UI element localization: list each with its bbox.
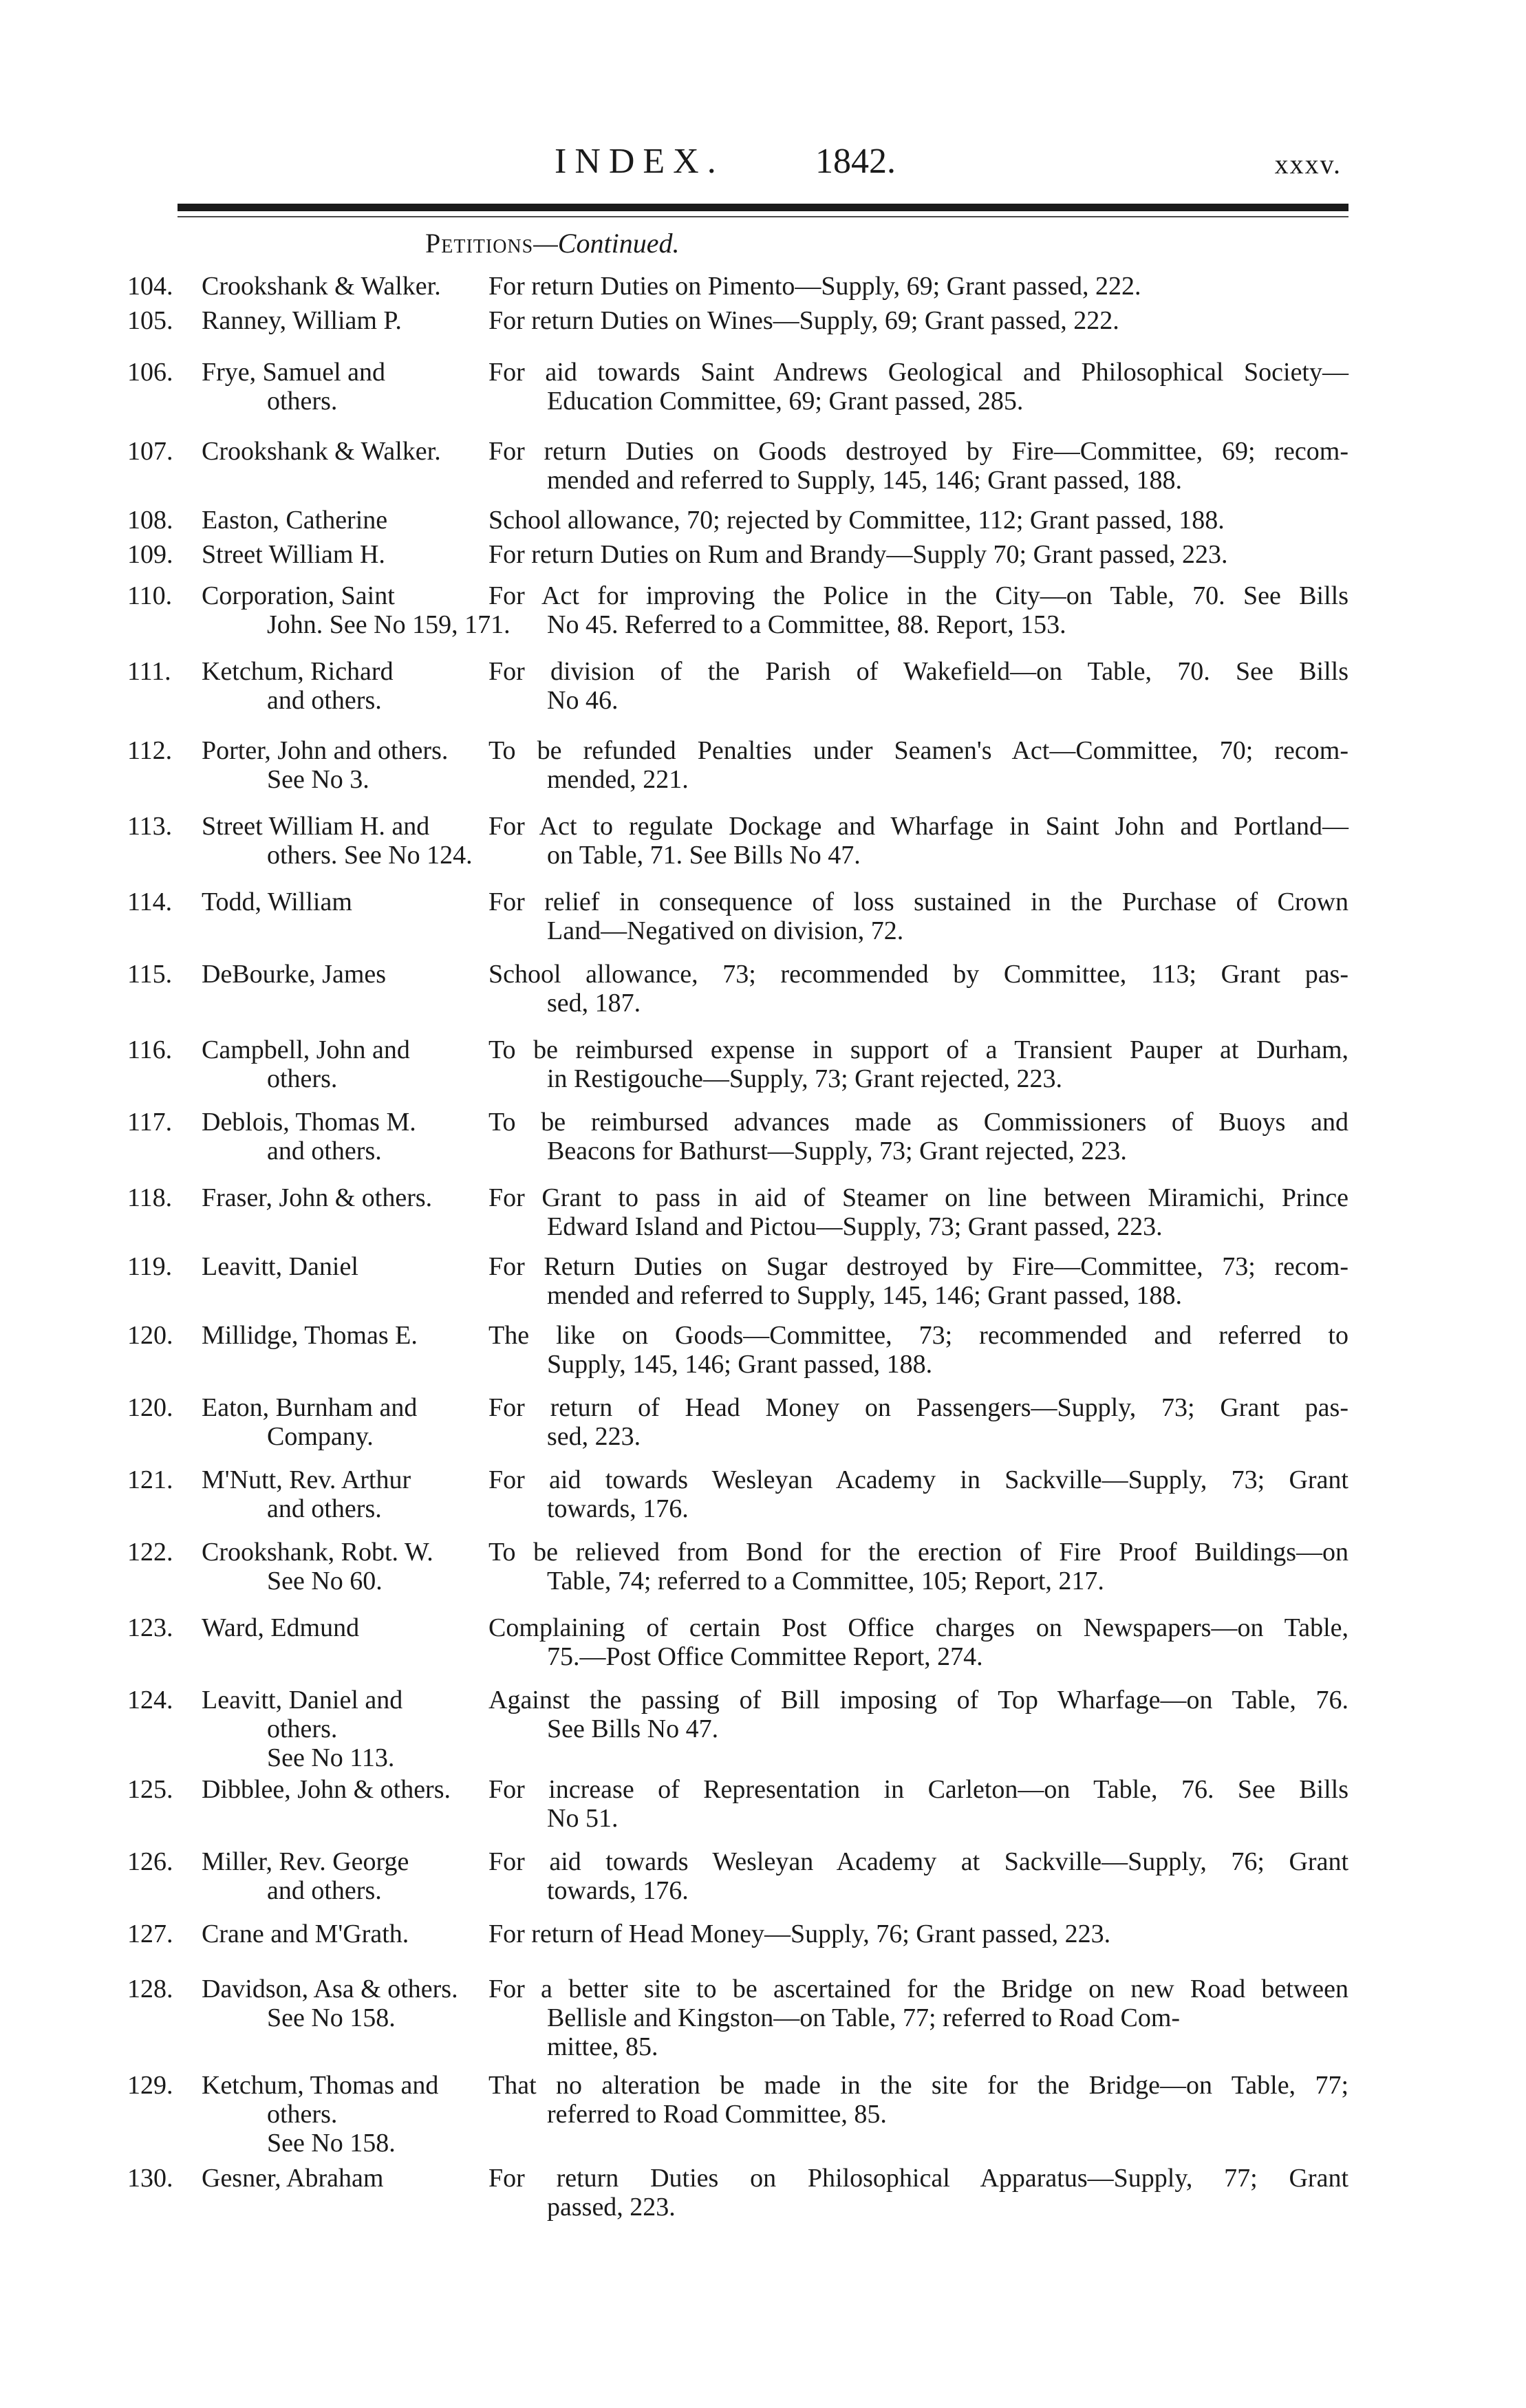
petition-description [488, 1847, 1348, 1905]
petition-description-line: For aid towards Wesleyan Academy at Sackville—Supply, 76; Grant [488, 1847, 1348, 1876]
petition-number: 113. [127, 812, 173, 841]
petitioner-name-line: and others. [267, 1137, 382, 1165]
petition-description-line: For division of the Parish of Wakefield—on Table, 70. See Bills [488, 657, 1348, 686]
petitioner-name-line: Dibblee, John & others. [202, 1775, 451, 1804]
petition-description [488, 306, 1348, 335]
petitioner-name-line: Crookshank & Walker. [202, 272, 441, 301]
petitioner-name [202, 1321, 489, 1350]
petitioner-name [202, 1465, 489, 1523]
petition-description-line: referred to Road Committee, 85. [547, 2100, 887, 2129]
petition-description [488, 1975, 1348, 2061]
petitioner-name-line: See No 113. [267, 1743, 395, 1772]
petition-number: 109. [127, 540, 173, 569]
petition-description-line: For return Duties on Goods destroyed by Fire—Committee, 69; recom- [488, 437, 1348, 466]
petitioner-name [202, 1775, 489, 1804]
petition-number: 105. [127, 306, 173, 335]
header-title: INDEX. [555, 142, 724, 181]
petition-description-line: For Return Duties on Sugar destroyed by Fire—Committee, 73; recom- [488, 1252, 1348, 1281]
petition-description-line: To be reimbursed advances made as Commissioners of Buoys and [488, 1108, 1348, 1137]
petition-description-line: Land—Negatived on division, 72. [547, 916, 904, 945]
petition-number: 130. [127, 2164, 173, 2193]
petitioner-name-line: Ketchum, Richard [202, 657, 394, 686]
petition-description-line: mended, 221. [547, 765, 689, 794]
petition-description-line: For aid towards Saint Andrews Geological and Philosophical Society— [488, 358, 1348, 387]
petition-number: 117. [127, 1108, 173, 1137]
petition-description-line: For increase of Representation in Carleton—on Table, 76. See Bills [488, 1775, 1348, 1804]
petitioner-name-line: and others. [267, 686, 382, 715]
petition-description [488, 1775, 1348, 1833]
petition-description-line: 75.—Post Office Committee Report, 274. [547, 1642, 983, 1671]
petition-description-line: in Restigouche—Supply, 73; Grant rejected, 223. [547, 1064, 1062, 1093]
petition-description-line: For return of Head Money—Supply, 76; Grant passed, 223. [488, 1920, 1111, 1948]
petitioner-name-line: Todd, William [202, 888, 352, 916]
petition-number: 129. [127, 2071, 173, 2100]
petition-description-line: passed, 223. [547, 2193, 676, 2222]
petition-number: 120. [127, 1393, 173, 1422]
petition-number: 121. [127, 1465, 173, 1494]
petition-description-line: on Table, 71. See Bills No 47. [547, 841, 861, 870]
petition-description [488, 657, 1348, 715]
petitioner-name-line: See No 158. [267, 2003, 396, 2032]
petitioner-name [202, 736, 489, 794]
petition-description [488, 812, 1348, 870]
petition-number: 108. [127, 506, 173, 535]
petition-number: 123. [127, 1613, 173, 1642]
petitioner-name-line: Easton, Catherine [202, 506, 388, 535]
petitioner-name-line: Leavitt, Daniel and [202, 1686, 403, 1714]
petitioner-name-line: See No 60. [267, 1567, 383, 1595]
petition-description-line: towards, 176. [547, 1876, 689, 1905]
petitioner-name-line: Gesner, Abraham [202, 2164, 384, 2193]
petitioner-name [202, 581, 511, 639]
petitioner-name-line: Campbell, John and [202, 1035, 410, 1064]
petitioner-name-line: Street William H. and [202, 812, 430, 841]
petition-description-line: Edward Island and Pictou—Supply, 73; Grant passed, 223. [547, 1212, 1163, 1241]
petitioner-name [202, 1108, 489, 1165]
petitioner-name-line: Davidson, Asa & others. [202, 1975, 458, 2003]
petition-description [488, 1686, 1348, 1743]
petition-description-line: No 45. Referred to a Committee, 88. Report, 153. [547, 610, 1066, 639]
petition-description-line: For return Duties on Rum and Brandy—Supply 70; Grant passed, 223. [488, 540, 1228, 569]
petition-description [488, 1920, 1348, 1948]
petition-description [488, 1393, 1348, 1451]
petitioner-name-line: and others. [267, 1494, 382, 1523]
petitioner-name [202, 812, 489, 870]
petitioner-name-line: DeBourke, James [202, 960, 387, 989]
petition-description-line: See Bills No 47. [547, 1714, 719, 1743]
petition-description [488, 1321, 1348, 1379]
petition-number: 122. [127, 1538, 173, 1567]
petition-description-line: For return Duties on Philosophical Apparatus—Supply, 77; Grant [488, 2164, 1348, 2193]
petition-description-line: Bellisle and Kingston—on Table, 77; referred to Road Com- [547, 2003, 1181, 2032]
petitioner-name [202, 358, 489, 416]
petition-description [488, 437, 1348, 495]
petition-description-line: For Act to regulate Dockage and Wharfage in Saint John and Portland— [488, 812, 1348, 841]
petition-description [488, 1613, 1348, 1671]
petition-description-line: mended and referred to Supply, 145, 146; Grant passed, 188. [547, 1281, 1183, 1310]
petitioner-name-line: Corporation, Saint [202, 581, 395, 610]
petitioner-name-line: Millidge, Thomas E. [202, 1321, 418, 1350]
petitioner-name [202, 888, 489, 916]
petitioner-name-line: Leavitt, Daniel [202, 1252, 358, 1281]
petition-number: 110. [127, 581, 173, 610]
petitioner-name-line: Crookshank & Walker. [202, 437, 441, 466]
petition-description [488, 1252, 1348, 1310]
petitioner-name [202, 1686, 489, 1772]
petitioner-name [202, 960, 489, 989]
petition-description-line: sed, 223. [547, 1422, 641, 1451]
petitioner-name-line: Ward, Edmund [202, 1613, 360, 1642]
petitioner-name-line: Street William H. [202, 540, 385, 569]
section-heading-continued: —Continued. [533, 228, 680, 259]
petition-number: 124. [127, 1686, 173, 1714]
petition-description-line: mittee, 85. [547, 2032, 658, 2061]
petitioner-name-line: others. [267, 387, 338, 416]
petitioner-name-line: Crookshank, Robt. W. [202, 1538, 433, 1567]
petition-number: 114. [127, 888, 173, 916]
petition-number: 119. [127, 1252, 173, 1281]
petition-description-line: For aid towards Wesleyan Academy in Sackville—Supply, 73; Grant [488, 1465, 1348, 1494]
petitioner-name [202, 2164, 489, 2193]
petition-description-line: School allowance, 70; rejected by Committee, 112; Grant passed, 188. [488, 506, 1225, 535]
petition-description-line: To be reimbursed expense in support of a Transient Pauper at Durham, [488, 1035, 1348, 1064]
petition-number: 115. [127, 960, 173, 989]
petition-number: 128. [127, 1975, 173, 2003]
petitioner-name [202, 1538, 489, 1595]
petitioner-name [202, 657, 489, 715]
petition-description [488, 2071, 1348, 2129]
petitioner-name-line: others. [267, 2100, 338, 2129]
petitioner-name-line: and others. [267, 1876, 382, 1905]
petition-number: 104. [127, 272, 173, 301]
petitioner-name-line: Company. [267, 1422, 374, 1451]
petitioner-name-line: Ketchum, Thomas and [202, 2071, 439, 2100]
petitioner-name-line: See No 158. [267, 2129, 396, 2158]
petitioner-name [202, 506, 489, 535]
petitioner-name [202, 306, 489, 335]
petition-description-line: For return of Head Money on Passengers—Supply, 73; Grant pas- [488, 1393, 1348, 1422]
petition-number: 116. [127, 1035, 173, 1064]
petitioner-name [202, 1975, 489, 2032]
petitioner-name-line: John. See No 159, 171. [267, 610, 511, 639]
petition-description-line: For Act for improving the Police in the City—on Table, 70. See Bills [488, 581, 1348, 610]
petition-number: 112. [127, 736, 173, 765]
petition-description-line: mended and referred to Supply, 145, 146; Grant passed, 188. [547, 466, 1183, 495]
petitioner-name-line: Crane and M'Grath. [202, 1920, 409, 1948]
petition-description-line: Beacons for Bathurst—Supply, 73; Grant rejected, 223. [547, 1137, 1127, 1165]
petition-description [488, 888, 1348, 945]
petition-description [488, 358, 1348, 416]
petitioner-name-line: See No 3. [267, 765, 369, 794]
petitioner-name [202, 1920, 489, 1948]
petition-description [488, 1108, 1348, 1165]
petitioner-name-line: Deblois, Thomas M. [202, 1108, 416, 1137]
petition-description [488, 1183, 1348, 1241]
petition-description-line: sed, 187. [547, 989, 641, 1018]
petition-description-line: School allowance, 73; recommended by Committee, 113; Grant pas- [488, 960, 1348, 989]
petitioner-name [202, 1393, 489, 1451]
petitioner-name-line: Ranney, William P. [202, 306, 402, 335]
petition-description-line: The like on Goods—Committee, 73; recommended and referred to [488, 1321, 1348, 1350]
petitioner-name-line: others. [267, 1064, 338, 1093]
petition-description-line: Complaining of certain Post Office charges on Newspapers—on Table, [488, 1613, 1348, 1642]
header-year: 1842. [815, 142, 896, 181]
petition-description-line: To be relieved from Bond for the erection of Fire Proof Buildings—on [488, 1538, 1348, 1567]
petitioner-name-line: others. [267, 1714, 338, 1743]
petition-description-line: No 51. [547, 1804, 619, 1833]
petition-description-line: For return Duties on Pimento—Supply, 69; Grant passed, 222. [488, 272, 1141, 301]
petition-description [488, 506, 1348, 535]
petition-description [488, 581, 1348, 639]
petitioner-name-line: others. See No 124. [267, 841, 473, 870]
petitioner-name [202, 1035, 489, 1093]
petitioner-name [202, 540, 489, 569]
petitioner-name [202, 272, 489, 301]
petition-description [488, 1538, 1348, 1595]
petition-description-line: Table, 74; referred to a Committee, 105; Report, 217. [547, 1567, 1104, 1595]
petitioner-name-line: Miller, Rev. George [202, 1847, 409, 1876]
petitioner-name-line: Frye, Samuel and [202, 358, 386, 387]
petition-number: 120. [127, 1321, 173, 1350]
petitioner-name-line: Fraser, John & others. [202, 1183, 433, 1212]
petition-description-line: For Grant to pass in aid of Steamer on line between Miramichi, Prince [488, 1183, 1348, 1212]
petitioner-name [202, 1252, 489, 1281]
petition-number: 126. [127, 1847, 173, 1876]
petition-description-line: Education Committee, 69; Grant passed, 285. [547, 387, 1024, 416]
petition-description-line: For return Duties on Wines—Supply, 69; Grant passed, 222. [488, 306, 1119, 335]
petition-description-line: That no alteration be made in the site for the Bridge—on Table, 77; [488, 2071, 1348, 2100]
petition-description [488, 540, 1348, 569]
petition-description [488, 960, 1348, 1018]
petition-description [488, 1465, 1348, 1523]
petition-description [488, 1035, 1348, 1093]
petitioner-name [202, 1847, 489, 1905]
petition-description-line: For relief in consequence of loss sustained in the Purchase of Crown [488, 888, 1348, 916]
petitioner-name [202, 2071, 489, 2158]
petition-description [488, 736, 1348, 794]
petition-number: 111. [127, 657, 171, 686]
petitioner-name-line: Eaton, Burnham and [202, 1393, 418, 1422]
petition-description-line: No 46. [547, 686, 619, 715]
petition-number: 107. [127, 437, 173, 466]
petition-description-line: Against the passing of Bill imposing of Top Wharfage—on Table, 76. [488, 1686, 1348, 1714]
petition-description-line: For a better site to be ascertained for the Bridge on new Road between [488, 1975, 1348, 2003]
petition-description [488, 272, 1348, 301]
petitioner-name-line: M'Nutt, Rev. Arthur [202, 1465, 411, 1494]
petition-number: 125. [127, 1775, 173, 1804]
petitioner-name [202, 1183, 489, 1212]
petition-description-line: towards, 176. [547, 1494, 689, 1523]
petition-number: 106. [127, 358, 173, 387]
header-page-number: xxxv. [1274, 149, 1342, 180]
section-heading-title: Petitions [425, 228, 534, 259]
petition-description [488, 2164, 1348, 2222]
petition-number: 118. [127, 1183, 173, 1212]
petitioner-name [202, 1613, 489, 1642]
petition-description-line: Supply, 145, 146; Grant passed, 188. [547, 1350, 933, 1379]
petition-description-line: To be refunded Penalties under Seamen's Act—Committee, 70; recom- [488, 736, 1348, 765]
petition-number: 127. [127, 1920, 173, 1948]
petitioner-name [202, 437, 489, 466]
petitioner-name-line: Porter, John and others. [202, 736, 449, 765]
